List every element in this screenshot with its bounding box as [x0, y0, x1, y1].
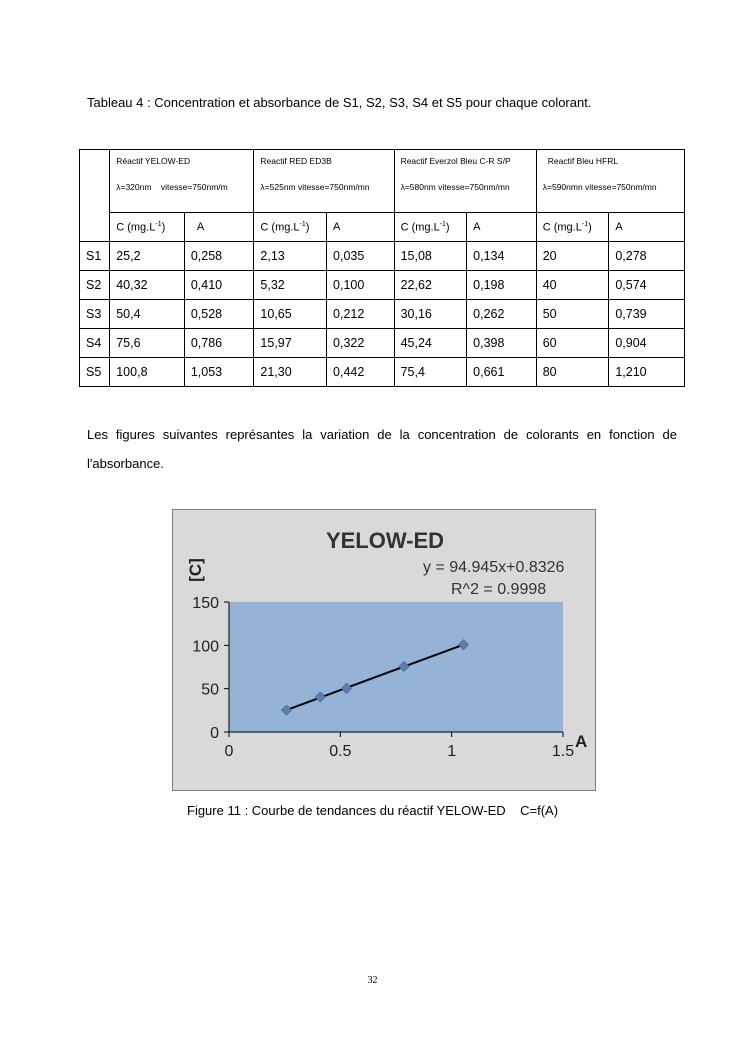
reagent-header — [254, 150, 394, 213]
reagent-name: Reactif RED ED3B — [260, 156, 332, 166]
table-row — [80, 242, 685, 271]
table-cell: 1,210 — [609, 358, 685, 387]
reagent-name: Reactif Everzol Bleu C-R S/P — [400, 156, 511, 166]
reagent-conditions: λ=320nm vitesse=750nm/m — [116, 182, 228, 192]
table-cell: 0,904 — [609, 329, 685, 358]
plot-area — [229, 602, 563, 732]
table-cell: 0,035 — [327, 242, 395, 271]
table-cell: 0,322 — [327, 329, 395, 358]
col-header-concentration: C $(mg.L^{-1})$ — [394, 213, 467, 242]
table-cell: 0,528 — [184, 300, 254, 329]
table-cell: 75,6 — [110, 329, 185, 358]
table-cell: 22,62 — [394, 271, 467, 300]
table-cell: 0,574 — [609, 271, 685, 300]
col-header-absorbance: A — [184, 213, 254, 242]
table-cell: 25,2 — [110, 242, 185, 271]
table-cell: 15,97 — [254, 329, 327, 358]
row-label: S4 — [80, 329, 110, 358]
y-tick-label: 150 — [192, 595, 219, 612]
table-cell: 60 — [536, 329, 609, 358]
col-header-concentration: C $(mg.L^{-1})$ — [536, 213, 609, 242]
table-cell: 0,134 — [467, 242, 537, 271]
table-cell: 30,16 — [394, 300, 467, 329]
figure-caption: Figure 11 : Courbe de tendances du réactif YELOW-ED C=f(A) — [187, 803, 559, 818]
table-cell: 0,278 — [609, 242, 685, 271]
table-cell: 0,410 — [184, 271, 254, 300]
page-number: 32 — [367, 975, 378, 986]
row-label: S1 — [80, 242, 110, 271]
y-tick-label: 50 — [201, 681, 219, 699]
table-cell: 50 — [536, 300, 609, 329]
x-tick-label: 0 — [224, 743, 234, 760]
table-cell: 0,198 — [467, 271, 537, 300]
x-tick-label: 1 — [447, 743, 457, 760]
data-table — [79, 149, 685, 387]
table-row — [80, 358, 685, 387]
table-cell: 50,4 — [110, 300, 185, 329]
table-caption: Tableau 4 : Concentration et absorbance de S1, S2, S3, S4 et S5 pour chaque colorant. — [87, 95, 592, 110]
table-cell: 0,661 — [467, 358, 537, 387]
col-header-concentration: C $(mg.L^{-1})$ — [110, 213, 185, 242]
table-cell: 15,08 — [394, 242, 467, 271]
x-axis-label: A — [575, 732, 588, 751]
table-cell: 0,258 — [184, 242, 254, 271]
x-tick-label: 0.5 — [329, 743, 352, 760]
y-tick-label: 100 — [192, 638, 219, 656]
table-cell: 40,32 — [110, 271, 185, 300]
table-row — [80, 329, 685, 358]
reagent-name: Réactif YELOW-ED — [116, 156, 191, 166]
reagent-header — [536, 150, 684, 213]
table-cell: 0,100 — [327, 271, 395, 300]
row-label: S5 — [80, 358, 110, 387]
table-cell: 0,739 — [609, 300, 685, 329]
x-tick-label: 1.5 — [551, 743, 575, 760]
reagent-conditions: λ=525nm vitesse=750nm/mn — [260, 182, 370, 192]
table-cell: 20 — [536, 242, 609, 271]
chart-svg — [173, 510, 597, 792]
row-label: S2 — [80, 271, 110, 300]
table-cell: 0,212 — [327, 300, 395, 329]
reagent-header — [394, 150, 536, 213]
table-cell: 80 — [536, 358, 609, 387]
table-cell: 0,398 — [467, 329, 537, 358]
table-cell: 40 — [536, 271, 609, 300]
reagent-conditions: λ=590nmn vitesse=750nm/mn — [542, 182, 657, 192]
y-axis-label: [C] — [186, 558, 205, 582]
table-subheader-row — [80, 213, 685, 242]
col-header-absorbance: A — [467, 213, 537, 242]
table-cell: 10,65 — [254, 300, 327, 329]
table-row — [80, 300, 685, 329]
chart-frame — [172, 509, 596, 791]
col-header-absorbance: A — [327, 213, 395, 242]
row-label: S3 — [80, 300, 110, 329]
table-cell: 5,32 — [254, 271, 327, 300]
corner-cell — [80, 150, 110, 242]
col-header-concentration: C $(mg.L^{-1})$ — [254, 213, 327, 242]
table-body — [80, 242, 685, 387]
table-cell: 0,262 — [467, 300, 537, 329]
reagent-conditions: λ=580nm vitesse=750nm/mn — [400, 182, 510, 192]
table-cell: 21,30 — [254, 358, 327, 387]
table-cell: 1,053 — [184, 358, 254, 387]
reagent-header — [110, 150, 254, 213]
table-cell: 45,24 — [394, 329, 467, 358]
table-cell: 2,13 — [254, 242, 327, 271]
trend-equation: y = 94.945x+0.8326 — [423, 559, 565, 576]
table-cell: 100,8 — [110, 358, 185, 387]
trend-r2: R^2 = 0.9998 — [451, 581, 547, 598]
reagent-name: Reactif Bleu HFRL — [547, 156, 619, 166]
y-tick-label: 0 — [210, 725, 219, 742]
table-cell: 0,786 — [184, 329, 254, 358]
chart-title: YELOW-ED — [325, 528, 445, 553]
body-paragraph: Les figures suivantes représantes la variation de la concentration de colorants en fonction de l'absorbance. — [87, 427, 677, 471]
table-cell: 75,4 — [394, 358, 467, 387]
col-header-absorbance: A — [609, 213, 685, 242]
table-row — [80, 271, 685, 300]
table-header-row — [80, 150, 685, 213]
table-cell: 0,442 — [327, 358, 395, 387]
